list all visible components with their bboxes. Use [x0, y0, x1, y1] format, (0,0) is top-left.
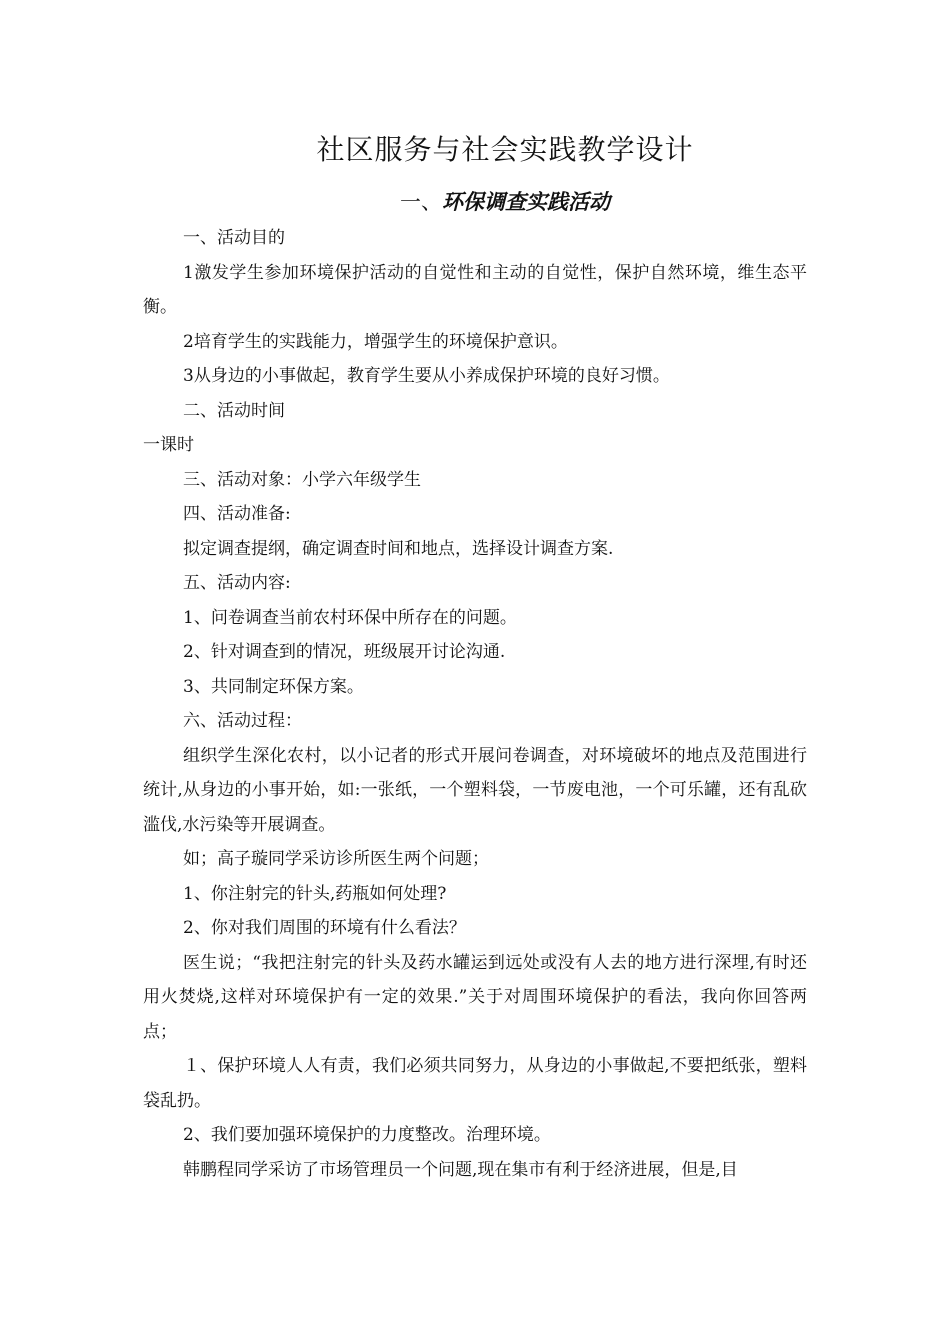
- heading-activity-purpose: 一、活动目的: [183, 228, 285, 248]
- paragraph-content-2: 2、针对调查到的情况，班级展开讨论沟通.: [183, 642, 506, 662]
- document-body: [143, 221, 807, 1187]
- paragraph-content-3: 3、共同制定环保方案。: [183, 676, 364, 697]
- heading-activity-process: 六、活动过程：: [183, 711, 302, 731]
- paragraph-time: 一课时: [143, 435, 194, 455]
- document-title: 社区服务与社会实践教学设计: [316, 133, 694, 166]
- paragraph-purpose-2: 2培育学生的实践能力，增强学生的环境保护意识。: [183, 331, 568, 352]
- paragraph-question-1: 1、你注射完的针头,药瓶如何处理?: [183, 883, 447, 904]
- section-heading-number: 一、: [400, 190, 442, 214]
- paragraph-content-1: 1、问卷调查当前农村环保中所存在的问题。: [183, 607, 517, 628]
- heading-activity-time: 二、活动时间: [183, 400, 285, 421]
- paragraph-purpose-3: 3从身边的小事做起，教育学生要从小养成保护环境的良好习惯。: [183, 366, 670, 386]
- heading-activity-preparation: 四、活动准备:: [183, 504, 291, 524]
- heading-activity-target: 三、活动对象：小学六年级学生: [183, 469, 421, 490]
- paragraph-question-2: 2、你对我们周围的环境有什么看法？: [183, 918, 466, 938]
- section-heading-text: 环保调查实践活动: [442, 189, 610, 214]
- section-heading: [0, 186, 950, 216]
- paragraph-process: 组织学生深化农村，以小记者的形式开展问卷调查，对环境破坏的地点及范围进行统计,从身边的小事开始，如:一张纸，一个塑料袋，一节废电池，一个可乐罐，还有乱砍滥伐,水污染等开展调查。: [143, 745, 807, 835]
- paragraph-answer-point-2: 2、我们要加强环境保护的力度整改。治理环境。: [183, 1125, 551, 1145]
- paragraph-doctor-answer: 医生说；“我把注射完的针头及药水罐运到远处或没有人去的地方进行深埋,有时还用火焚烧,这样对环境保护有一定的效果.”关于对周围环境保护的看法，我向你回答两点；: [143, 952, 807, 1042]
- paragraph-preparation: 拟定调查提纲，确定调查时间和地点，选择设计调查方案.: [183, 538, 614, 559]
- paragraph-answer-point-1: １、保护环境人人有责，我们必须共同努力，从身边的小事做起,不要把纸张，塑料袋乱扔。: [143, 1056, 807, 1111]
- paragraph-purpose-1: 1激发学生参加环境保护活动的自觉性和主动的自觉性，保护自然环境，维生态平衡。: [143, 262, 807, 317]
- paragraph-interview-intro: 如；高子璇同学采访诊所医生两个问题；: [183, 849, 489, 869]
- paragraph-market-interview: 韩鹏程同学采访了市场管理员一个问题,现在集市有利于经济进展，但是,目: [183, 1159, 738, 1180]
- heading-activity-content: 五、活动内容:: [183, 573, 291, 593]
